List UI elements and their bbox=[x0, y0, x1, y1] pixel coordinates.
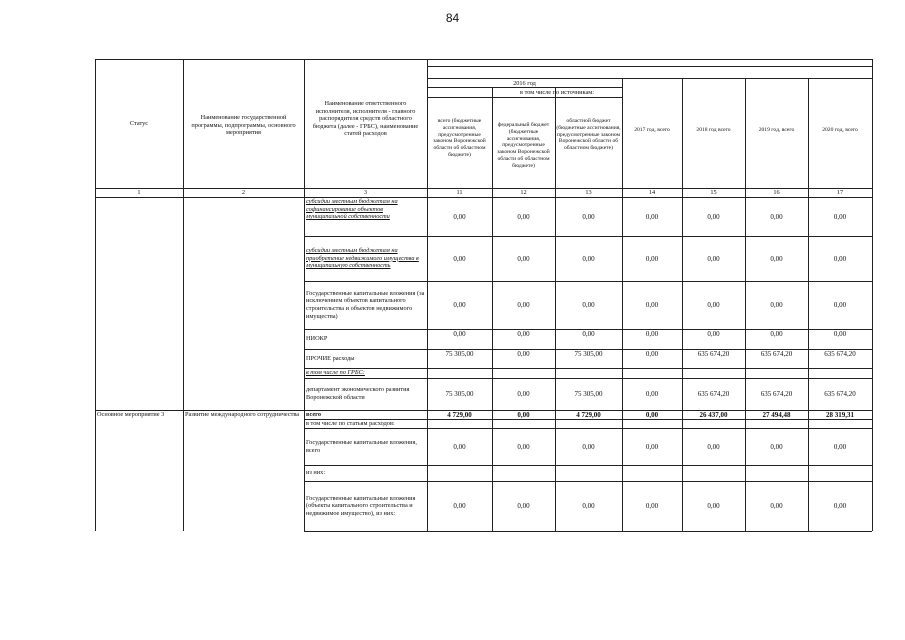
header-year-2019: 2019 год, всего bbox=[758, 127, 795, 133]
value-cell: 0,00 bbox=[453, 502, 466, 510]
value-cell: 635 674,20 bbox=[697, 390, 730, 398]
value-cell bbox=[808, 469, 872, 477]
value-cell bbox=[622, 369, 682, 377]
header-by-sources: в том числе по источникам: bbox=[520, 89, 594, 96]
row-status: Основное мероприятие 3 bbox=[97, 411, 165, 418]
col-line bbox=[872, 59, 873, 531]
row-label: в том числе по ГРБС: bbox=[306, 369, 365, 376]
value-cell: 0,00 bbox=[645, 390, 659, 398]
value-cell: 0,00 bbox=[707, 212, 720, 221]
value-cell bbox=[427, 469, 492, 477]
value-cell: 0,00 bbox=[582, 301, 595, 309]
value-cell bbox=[682, 369, 745, 377]
table-top-border bbox=[95, 59, 872, 60]
column-number-border bbox=[95, 197, 872, 198]
header-line bbox=[427, 66, 872, 67]
value-cell: 75 305,00 bbox=[445, 390, 474, 398]
header-program-name: Наименование государственной программы, подпрограммы, основного мероприятия bbox=[191, 114, 296, 137]
row-label: в том числе по статьям расходов: bbox=[306, 420, 395, 427]
row-label: Государственные капитальные вложения (за исключением объектов капитального строительства и объектов недвижимого имущества) bbox=[306, 289, 425, 320]
value-cell: 0,00 bbox=[517, 350, 530, 358]
header-regional-2016: областной бюджет (бюджетные ассигнования, предусмотренные законом Воронежской области об областном бюджете) bbox=[556, 118, 621, 152]
value-cell: 0,00 bbox=[517, 442, 530, 451]
column-number: 1 bbox=[137, 189, 141, 196]
value-cell: 28 319,31 bbox=[826, 411, 854, 419]
value-cell bbox=[745, 369, 808, 377]
value-cell: 0,00 bbox=[645, 350, 659, 358]
value-cell: 0,00 bbox=[517, 212, 530, 221]
row-label: всего bbox=[306, 411, 321, 418]
value-cell: 0,00 bbox=[517, 330, 530, 338]
value-cell: 0,00 bbox=[707, 330, 720, 338]
value-cell: 0,00 bbox=[453, 330, 466, 338]
column-number: 11 bbox=[456, 189, 463, 196]
col-line bbox=[304, 59, 305, 531]
value-cell: 0,00 bbox=[833, 301, 847, 309]
value-cell: 635 674,20 bbox=[760, 390, 793, 398]
value-cell: 0,00 bbox=[645, 330, 659, 338]
column-number: 17 bbox=[836, 189, 844, 196]
value-cell: 0,00 bbox=[645, 254, 659, 263]
value-cell bbox=[555, 469, 622, 477]
row-label: субсидии местным бюджетам на софинансирование объектов муниципальной собственности bbox=[306, 198, 398, 221]
column-number: 14 bbox=[648, 189, 656, 196]
value-cell: 0,00 bbox=[833, 212, 847, 221]
value-cell: 0,00 bbox=[582, 254, 595, 263]
value-cell bbox=[622, 420, 682, 428]
value-cell: 0,00 bbox=[645, 502, 659, 510]
value-cell: 0,00 bbox=[645, 212, 659, 221]
row-label: НИОКР bbox=[306, 335, 328, 343]
row-program-name: Развитие международного сотрудничества bbox=[185, 411, 300, 418]
header-year-2016: 2016 год bbox=[513, 80, 536, 87]
value-cell: 0,00 bbox=[517, 502, 530, 510]
value-cell: 0,00 bbox=[770, 502, 783, 510]
value-cell: 0,00 bbox=[645, 442, 659, 451]
value-cell: 635 674,20 bbox=[824, 390, 856, 398]
value-cell bbox=[622, 469, 682, 477]
value-cell: 75 305,00 bbox=[574, 350, 603, 358]
value-cell bbox=[492, 469, 555, 477]
value-cell: 0,00 bbox=[770, 442, 783, 451]
value-cell bbox=[682, 469, 745, 477]
value-cell bbox=[555, 420, 622, 428]
value-cell: 0,00 bbox=[833, 442, 847, 451]
value-cell: 635 674,20 bbox=[760, 350, 793, 358]
column-number: 16 bbox=[773, 189, 780, 196]
value-cell: 0,00 bbox=[707, 502, 720, 510]
row-label: Государственные капитальные вложения (объекты капитального строительства и недвижимое имущество), из них: bbox=[306, 494, 416, 517]
column-number: 15 bbox=[710, 189, 717, 196]
value-cell: 0,00 bbox=[707, 254, 720, 263]
column-number: 12 bbox=[520, 189, 527, 196]
header-total-2016: всего (бюджетные ассигнования, предусмотренные законом Воронежской области об областном бюджете) bbox=[433, 118, 486, 158]
header-executor: Наименование ответственного исполнителя, исполнителя - главного распорядителя средств областного бюджета (далее - ГРБС), наименование статей расходов bbox=[312, 100, 419, 138]
value-cell: 0,00 bbox=[453, 212, 466, 221]
value-cell bbox=[808, 369, 872, 377]
column-number: 3 bbox=[363, 189, 368, 196]
value-cell bbox=[427, 369, 492, 377]
value-cell: 27 494,48 bbox=[762, 411, 791, 419]
value-cell: 26 437,00 bbox=[699, 411, 728, 419]
row-label: ПРОЧИЕ расходы bbox=[306, 354, 355, 362]
header-year-2020: 2020 год, всего bbox=[822, 127, 858, 133]
value-cell: 0,00 bbox=[645, 301, 659, 309]
row-label: департамент экономического развития Воронежской области bbox=[306, 386, 410, 401]
page-number: 84 bbox=[445, 11, 460, 25]
value-cell: 0,00 bbox=[453, 301, 466, 309]
value-cell: 0,00 bbox=[582, 330, 595, 338]
value-cell: 635 674,20 bbox=[697, 350, 730, 358]
column-number: 13 bbox=[585, 189, 592, 196]
value-cell bbox=[682, 420, 745, 428]
value-cell: 0,00 bbox=[770, 301, 783, 309]
header-year-2018: 2018 год всего bbox=[696, 127, 731, 133]
value-cell: 635 674,20 bbox=[824, 350, 856, 358]
value-cell: 0,00 bbox=[582, 212, 595, 221]
value-cell: 0,00 bbox=[453, 254, 466, 263]
value-cell bbox=[745, 420, 808, 428]
value-cell: 0,00 bbox=[517, 254, 530, 263]
value-cell: 0,00 bbox=[645, 411, 659, 419]
value-cell: 4 729,00 bbox=[447, 411, 472, 419]
value-cell: 0,00 bbox=[770, 254, 783, 263]
value-cell: 0,00 bbox=[770, 330, 783, 338]
value-cell bbox=[745, 469, 808, 477]
value-cell: 75 305,00 bbox=[574, 390, 603, 398]
header-federal-2016: федеральный бюджет (бюджетные ассигнования, предусмотренные законом Воронежской области об областном бюджете) bbox=[497, 122, 550, 169]
value-cell bbox=[808, 420, 872, 428]
value-cell: 75 305,00 bbox=[445, 350, 474, 358]
value-cell: 0,00 bbox=[770, 212, 783, 221]
value-cell: 0,00 bbox=[707, 301, 720, 309]
value-cell: 4 729,00 bbox=[576, 411, 601, 419]
row-border bbox=[95, 410, 304, 411]
header-year-2017: 2017 год, всего bbox=[634, 127, 670, 133]
value-cell bbox=[492, 369, 555, 377]
col-line bbox=[183, 59, 184, 531]
value-cell: 0,00 bbox=[582, 502, 595, 510]
value-cell: 0,00 bbox=[833, 330, 847, 338]
row-label: Государственные капитальные вложения, всего bbox=[306, 438, 417, 454]
value-cell bbox=[555, 369, 622, 377]
column-number: 2 bbox=[241, 189, 246, 196]
header-line bbox=[427, 97, 622, 98]
value-cell: 0,00 bbox=[707, 442, 720, 451]
value-cell: 0,00 bbox=[517, 301, 530, 309]
value-cell bbox=[492, 420, 555, 428]
value-cell: 0,00 bbox=[517, 411, 530, 419]
row-border bbox=[304, 531, 872, 532]
header-line bbox=[427, 78, 872, 79]
value-cell: 0,00 bbox=[833, 254, 847, 263]
row-label: из них: bbox=[306, 469, 326, 477]
value-cell: 0,00 bbox=[833, 502, 847, 510]
header-status: Статус bbox=[129, 120, 149, 127]
value-cell: 0,00 bbox=[582, 442, 595, 451]
value-cell: 0,00 bbox=[453, 442, 466, 451]
row-label: субсидии местным бюджетам на приобретение недвижимого имущества в муниципальную собственность bbox=[306, 247, 419, 270]
value-cell: 0,00 bbox=[517, 390, 530, 398]
value-cell bbox=[427, 420, 492, 428]
